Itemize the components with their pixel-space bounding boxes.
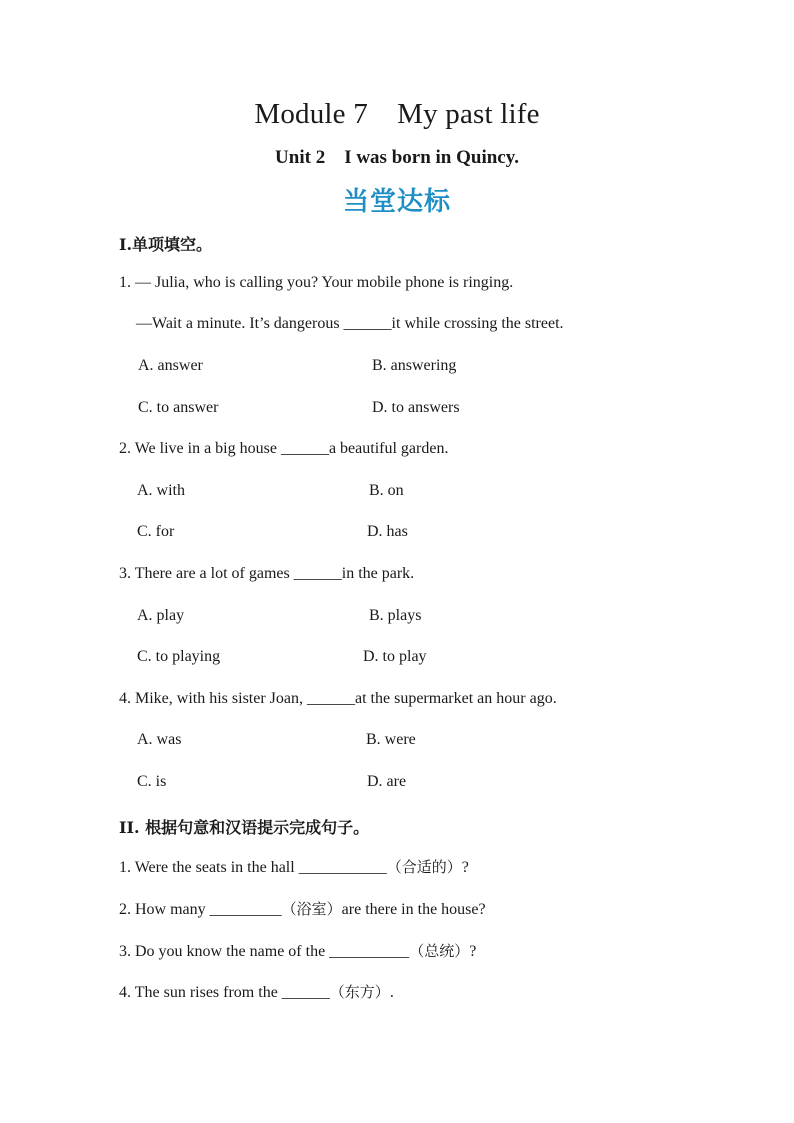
question-1-option-d: D. to answers	[372, 399, 460, 416]
fill-item-3-text: 3. Do you know the name of the __________	[119, 943, 410, 960]
fill-item-4	[119, 981, 394, 1002]
question-2-option-b: B. on	[369, 482, 404, 499]
question-1-line-1: 1. — Julia, who is calling you? Your mobile phone is ringing.	[119, 274, 514, 291]
page-title: Module 7 My past life	[254, 98, 540, 130]
fill-item-4-end: .	[389, 984, 394, 1001]
question-4-option-a: A. was	[137, 731, 182, 748]
question-1-line-2: —Wait a minute. It’s dangerous ______it while crossing the street.	[136, 315, 564, 332]
fill-item-2-hint: （浴室）	[281, 900, 342, 918]
question-2-option-d: D. has	[367, 523, 408, 540]
question-1-option-a: A. answer	[138, 357, 203, 374]
fill-item-4-hint: （东方）	[329, 983, 390, 1001]
question-4-line-1: 4. Mike, with his sister Joan, ______at the supermarket an hour ago.	[119, 690, 557, 707]
question-4-option-d: D. are	[367, 773, 407, 790]
fill-item-2	[119, 898, 486, 919]
question-4-option-c: C. is	[137, 773, 167, 790]
section-banner: 当堂达标	[342, 187, 451, 217]
question-2-option-c: C. for	[137, 523, 175, 540]
fill-item-2-text: 2. How many _________	[119, 901, 282, 918]
question-2-line-1: 2. We live in a big house ______a beautiful garden.	[119, 440, 449, 457]
fill-item-1	[119, 856, 469, 877]
fill-item-3-hint: （总统）	[409, 942, 470, 960]
fill-item-3-end: ?	[469, 943, 477, 960]
question-3-option-b: B. plays	[369, 607, 422, 624]
fill-item-4-text: 4. The sun rises from the ______	[119, 984, 330, 1001]
question-3-option-a: A. play	[137, 607, 185, 624]
question-3-option-c: C. to playing	[137, 648, 221, 665]
unit-subtitle: Unit 2 I was born in Quincy.	[275, 147, 519, 168]
question-1-option-c: C. to answer	[138, 399, 219, 416]
fill-item-1-end: ?	[461, 859, 469, 876]
question-4-option-b: B. were	[366, 731, 416, 748]
question-1-option-b: B. answering	[372, 357, 457, 374]
question-3-option-d: D. to play	[363, 648, 427, 665]
question-3-line-1: 3. There are a lot of games ______in the park.	[119, 565, 415, 582]
fill-item-2-end: are there in the house?	[341, 901, 486, 918]
fill-item-3	[119, 940, 476, 961]
section-2-heading: II. 根据句意和汉语提示完成句子。	[119, 818, 370, 837]
section-1-heading: I.单项填空。	[119, 235, 213, 254]
fill-item-1-hint: （合适的）	[386, 858, 462, 876]
question-2-option-a: A. with	[137, 482, 185, 499]
fill-item-1-text: 1. Were the seats in the hall ___________	[119, 859, 387, 876]
